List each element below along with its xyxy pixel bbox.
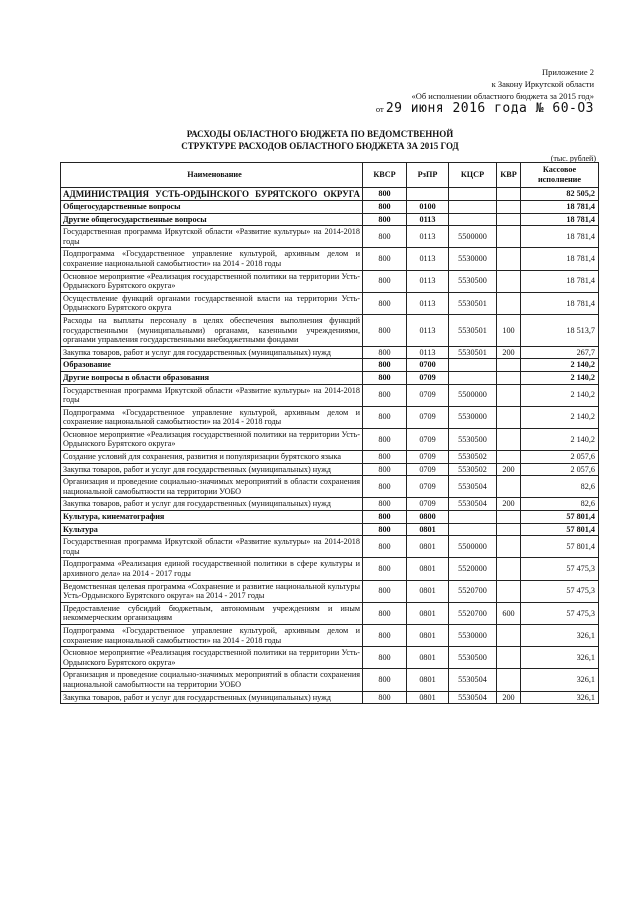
table-row bbox=[61, 647, 599, 669]
cell-rzpr: 0800 bbox=[407, 511, 449, 524]
cell-kcsr bbox=[449, 188, 497, 201]
table-row bbox=[61, 226, 599, 248]
cell-amount: 2 140,2 bbox=[521, 359, 599, 372]
table-row bbox=[61, 498, 599, 511]
table-row bbox=[61, 346, 599, 359]
cell-rzpr: 0709 bbox=[407, 451, 449, 464]
cell-kvsr: 800 bbox=[363, 624, 407, 646]
cell-kvr bbox=[497, 226, 521, 248]
annex-line-1: Приложение 2 bbox=[542, 67, 594, 77]
cell-kvr bbox=[497, 476, 521, 498]
cell-amount: 82,6 bbox=[521, 498, 599, 511]
cell-kvr bbox=[497, 201, 521, 214]
cell-kcsr: 5530501 bbox=[449, 314, 497, 346]
cell-kcsr: 5500000 bbox=[449, 384, 497, 406]
cell-kvsr: 800 bbox=[363, 346, 407, 359]
cell-kcsr: 5530000 bbox=[449, 406, 497, 428]
cell-amount: 326,1 bbox=[521, 624, 599, 646]
table-row bbox=[61, 359, 599, 372]
cell-kvr bbox=[497, 359, 521, 372]
annex-dateline bbox=[376, 103, 594, 115]
cell-name: Основное мероприятие «Реализация государственной политики на территории Усть-Ордынского Бурятского округа» bbox=[61, 428, 363, 450]
cell-kvr bbox=[497, 523, 521, 536]
header-name: Наименование bbox=[61, 163, 363, 188]
cell-name: Подпрограмма «Государственное управление культурой, архивным делом и сохранение национальной самобытности» на 2014 - 2018 годы bbox=[61, 248, 363, 270]
cell-kvsr: 800 bbox=[363, 498, 407, 511]
cell-amount: 18 781,4 bbox=[521, 201, 599, 214]
cell-name: Государственная программа Иркутской области «Развитие культуры» на 2014-2018 годы bbox=[61, 384, 363, 406]
table-row bbox=[61, 428, 599, 450]
cell-kvr bbox=[497, 406, 521, 428]
table-row bbox=[61, 691, 599, 704]
cell-kcsr bbox=[449, 511, 497, 524]
cell-amount: 326,1 bbox=[521, 691, 599, 704]
table-row bbox=[61, 371, 599, 384]
table-row bbox=[61, 511, 599, 524]
cell-name: АДМИНИСТРАЦИЯ УСТЬ-ОРДЫНСКОГО БУРЯТСКОГО ОКРУГА bbox=[61, 188, 363, 201]
cell-kcsr: 5530501 bbox=[449, 292, 497, 314]
cell-amount: 2 057,6 bbox=[521, 451, 599, 464]
cell-kvr: 600 bbox=[497, 602, 521, 624]
cell-kvsr: 800 bbox=[363, 359, 407, 372]
cell-rzpr: 0801 bbox=[407, 669, 449, 691]
cell-kvsr: 800 bbox=[363, 371, 407, 384]
header-rzpr: РзПР bbox=[407, 163, 449, 188]
cell-kvsr: 800 bbox=[363, 669, 407, 691]
cell-rzpr: 0113 bbox=[407, 292, 449, 314]
table-row bbox=[61, 624, 599, 646]
cell-kcsr: 5530500 bbox=[449, 647, 497, 669]
cell-kvr bbox=[497, 511, 521, 524]
cell-name: Подпрограмма «Государственное управление культурой, архивным делом и сохранение национальной самобытности» на 2014 - 2018 годы bbox=[61, 624, 363, 646]
cell-amount: 18 781,4 bbox=[521, 213, 599, 226]
cell-rzpr: 0801 bbox=[407, 558, 449, 580]
cell-amount: 57 475,3 bbox=[521, 602, 599, 624]
handwritten-date: 29 июня 2016 года № 60-ОЗ bbox=[385, 101, 594, 116]
cell-kcsr: 5530500 bbox=[449, 428, 497, 450]
cell-rzpr: 0801 bbox=[407, 602, 449, 624]
table-body bbox=[61, 188, 599, 704]
cell-rzpr: 0709 bbox=[407, 371, 449, 384]
cell-rzpr: 0709 bbox=[407, 476, 449, 498]
cell-rzpr: 0801 bbox=[407, 536, 449, 558]
cell-name: Ведомственная целевая программа «Сохранение и развитие национальной культуры Усть-Ордынского Бурятского округа» на 2014 - 2017 годы bbox=[61, 580, 363, 602]
annex-line-3: «Об исполнении областного бюджета за 2015 год» bbox=[411, 91, 594, 101]
cell-amount: 326,1 bbox=[521, 647, 599, 669]
cell-kcsr bbox=[449, 201, 497, 214]
cell-rzpr: 0801 bbox=[407, 647, 449, 669]
cell-name: Общегосударственные вопросы bbox=[61, 201, 363, 214]
cell-amount: 326,1 bbox=[521, 669, 599, 691]
cell-kcsr bbox=[449, 213, 497, 226]
header-amount: Кассовое исполнение bbox=[521, 163, 599, 188]
cell-amount: 18 781,4 bbox=[521, 226, 599, 248]
cell-kvr bbox=[497, 213, 521, 226]
cell-kvsr: 800 bbox=[363, 647, 407, 669]
cell-rzpr: 0801 bbox=[407, 624, 449, 646]
cell-kvr: 200 bbox=[497, 463, 521, 476]
cell-kcsr: 5500000 bbox=[449, 226, 497, 248]
cell-kcsr: 5500000 bbox=[449, 536, 497, 558]
cell-kvr bbox=[497, 248, 521, 270]
cell-rzpr: 0709 bbox=[407, 428, 449, 450]
cell-kvsr: 800 bbox=[363, 536, 407, 558]
cell-kvr bbox=[497, 624, 521, 646]
cell-rzpr: 0801 bbox=[407, 523, 449, 536]
cell-name: Основное мероприятие «Реализация государственной политики на территории Усть-Ордынского Бурятского округа» bbox=[61, 270, 363, 292]
table-row bbox=[61, 201, 599, 214]
date-prefix: от bbox=[375, 104, 384, 114]
cell-name: Организация и проведение социально-значимых мероприятий в области сохранения национальной самобытности на территории УОБО bbox=[61, 669, 363, 691]
cell-kcsr: 5530504 bbox=[449, 691, 497, 704]
cell-kvr bbox=[497, 428, 521, 450]
cell-name: Подпрограмма «Государственное управление культурой, архивным делом и сохранение национальной самобытности» на 2014 - 2018 годы bbox=[61, 406, 363, 428]
cell-name: Расходы на выплаты персоналу в целях обеспечения выполнения функций государственными (муниципальными) органами, казенными учреждениями, органами управления государственными внебюджетными фондами bbox=[61, 314, 363, 346]
cell-kvr bbox=[497, 292, 521, 314]
cell-name: Закупка товаров, работ и услуг для государственных (муниципальных) нужд bbox=[61, 691, 363, 704]
cell-kvr bbox=[497, 188, 521, 201]
cell-name: Основное мероприятие «Реализация государственной политики на территории Усть-Ордынского Бурятского округа» bbox=[61, 647, 363, 669]
table-row bbox=[61, 602, 599, 624]
table-row bbox=[61, 451, 599, 464]
cell-kvsr: 800 bbox=[363, 188, 407, 201]
cell-name: Подпрограмма «Реализация единой государственной политики в сфере культуры и архивного дела» на 2014 - 2017 годы bbox=[61, 558, 363, 580]
cell-kvsr: 800 bbox=[363, 213, 407, 226]
cell-kvsr: 800 bbox=[363, 248, 407, 270]
cell-rzpr: 0709 bbox=[407, 498, 449, 511]
table-row bbox=[61, 314, 599, 346]
cell-name: Культура bbox=[61, 523, 363, 536]
cell-rzpr: 0709 bbox=[407, 463, 449, 476]
cell-kcsr bbox=[449, 523, 497, 536]
cell-kcsr bbox=[449, 359, 497, 372]
cell-kvr bbox=[497, 647, 521, 669]
cell-kvsr: 800 bbox=[363, 314, 407, 346]
cell-kvsr: 800 bbox=[363, 226, 407, 248]
cell-kcsr: 5530502 bbox=[449, 451, 497, 464]
cell-amount: 57 801,4 bbox=[521, 523, 599, 536]
title-line-1: РАСХОДЫ ОБЛАСТНОГО БЮДЖЕТА ПО ВЕДОМСТВЕННОЙ bbox=[186, 129, 454, 139]
cell-name: Образование bbox=[61, 359, 363, 372]
cell-amount: 57 475,3 bbox=[521, 558, 599, 580]
table-row bbox=[61, 384, 599, 406]
table-row bbox=[61, 523, 599, 536]
cell-name: Закупка товаров, работ и услуг для государственных (муниципальных) нужд bbox=[61, 346, 363, 359]
cell-amount: 18 781,4 bbox=[521, 248, 599, 270]
cell-rzpr: 0709 bbox=[407, 384, 449, 406]
cell-kvsr: 800 bbox=[363, 463, 407, 476]
cell-amount: 2 140,2 bbox=[521, 384, 599, 406]
cell-kvsr: 800 bbox=[363, 201, 407, 214]
cell-name: Культура, кинематография bbox=[61, 511, 363, 524]
cell-amount: 18 781,4 bbox=[521, 270, 599, 292]
table-row bbox=[61, 536, 599, 558]
cell-kvsr: 800 bbox=[363, 451, 407, 464]
cell-kvr bbox=[497, 580, 521, 602]
cell-kvsr: 800 bbox=[363, 691, 407, 704]
cell-kcsr: 5530504 bbox=[449, 498, 497, 511]
cell-amount: 2 057,6 bbox=[521, 463, 599, 476]
cell-rzpr: 0801 bbox=[407, 580, 449, 602]
cell-kcsr: 5530000 bbox=[449, 248, 497, 270]
table-row bbox=[61, 669, 599, 691]
cell-kvsr: 800 bbox=[363, 580, 407, 602]
cell-amount: 18 513,7 bbox=[521, 314, 599, 346]
cell-rzpr: 0113 bbox=[407, 248, 449, 270]
cell-kcsr: 5530500 bbox=[449, 270, 497, 292]
table-row bbox=[61, 463, 599, 476]
table-row bbox=[61, 406, 599, 428]
header-kvsr: КВСР bbox=[363, 163, 407, 188]
cell-rzpr: 0709 bbox=[407, 406, 449, 428]
cell-name: Государственная программа Иркутской области «Развитие культуры» на 2014-2018 годы bbox=[61, 536, 363, 558]
cell-amount: 82,6 bbox=[521, 476, 599, 498]
cell-kvsr: 800 bbox=[363, 511, 407, 524]
cell-kcsr: 5530000 bbox=[449, 624, 497, 646]
cell-kvsr: 800 bbox=[363, 270, 407, 292]
table-row bbox=[61, 292, 599, 314]
cell-kvr: 200 bbox=[497, 498, 521, 511]
cell-rzpr: 0113 bbox=[407, 346, 449, 359]
cell-amount: 82 505,2 bbox=[521, 188, 599, 201]
cell-name: Осуществление функций органами государственной власти на территории Усть-Ордынского Бурятского округа bbox=[61, 292, 363, 314]
cell-amount: 57 801,4 bbox=[521, 536, 599, 558]
cell-kvr: 200 bbox=[497, 691, 521, 704]
cell-kvsr: 800 bbox=[363, 558, 407, 580]
cell-kvr bbox=[497, 384, 521, 406]
cell-name: Создание условий для сохранения, развития и популяризации бурятского языка bbox=[61, 451, 363, 464]
units-note: (тыс. рублей) bbox=[550, 154, 596, 163]
cell-kcsr: 5530504 bbox=[449, 476, 497, 498]
cell-amount: 2 140,2 bbox=[521, 428, 599, 450]
cell-name: Другие общегосударственные вопросы bbox=[61, 213, 363, 226]
cell-kvsr: 800 bbox=[363, 476, 407, 498]
cell-kcsr: 5530502 bbox=[449, 463, 497, 476]
cell-name: Государственная программа Иркутской области «Развитие культуры» на 2014-2018 годы bbox=[61, 226, 363, 248]
annex-header bbox=[376, 66, 594, 115]
table-row bbox=[61, 580, 599, 602]
cell-kvr bbox=[497, 536, 521, 558]
cell-name: Закупка товаров, работ и услуг для государственных (муниципальных) нужд bbox=[61, 498, 363, 511]
cell-kvr bbox=[497, 558, 521, 580]
cell-kvr bbox=[497, 371, 521, 384]
cell-kcsr: 5520000 bbox=[449, 558, 497, 580]
cell-kvr: 100 bbox=[497, 314, 521, 346]
cell-name: Предоставление субсидий бюджетным, автономным учреждениям и иным некоммерческим организациям bbox=[61, 602, 363, 624]
cell-kcsr bbox=[449, 371, 497, 384]
document-title bbox=[0, 128, 640, 152]
cell-amount: 267,7 bbox=[521, 346, 599, 359]
header-kvr: КВР bbox=[497, 163, 521, 188]
table-row bbox=[61, 476, 599, 498]
cell-name: Организация и проведение социально-значимых мероприятий в области сохранения национальной самобытности на территории УОБО bbox=[61, 476, 363, 498]
cell-kvsr: 800 bbox=[363, 602, 407, 624]
cell-kvr bbox=[497, 669, 521, 691]
cell-name: Другие вопросы в области образования bbox=[61, 371, 363, 384]
table-row bbox=[61, 270, 599, 292]
cell-kvr bbox=[497, 451, 521, 464]
cell-amount: 18 781,4 bbox=[521, 292, 599, 314]
cell-rzpr: 0100 bbox=[407, 201, 449, 214]
table-header-row bbox=[61, 163, 599, 188]
table-row bbox=[61, 213, 599, 226]
cell-kvsr: 800 bbox=[363, 523, 407, 536]
cell-name: Закупка товаров, работ и услуг для государственных (муниципальных) нужд bbox=[61, 463, 363, 476]
cell-kvsr: 800 bbox=[363, 384, 407, 406]
cell-amount: 57 475,3 bbox=[521, 580, 599, 602]
cell-amount: 2 140,2 bbox=[521, 371, 599, 384]
annex-line-2: к Закону Иркутской области bbox=[491, 79, 594, 89]
cell-rzpr: 0801 bbox=[407, 691, 449, 704]
cell-kvsr: 800 bbox=[363, 406, 407, 428]
cell-kvsr: 800 bbox=[363, 428, 407, 450]
cell-amount: 57 801,4 bbox=[521, 511, 599, 524]
table-row bbox=[61, 558, 599, 580]
cell-kcsr: 5520700 bbox=[449, 580, 497, 602]
title-line-2: СТРУКТУРЕ РАСХОДОВ ОБЛАСТНОГО БЮДЖЕТА ЗА 2015 ГОД bbox=[181, 141, 459, 151]
cell-rzpr: 0700 bbox=[407, 359, 449, 372]
budget-table bbox=[60, 162, 599, 704]
table-row bbox=[61, 248, 599, 270]
table-row bbox=[61, 188, 599, 201]
cell-kcsr: 5530501 bbox=[449, 346, 497, 359]
cell-kvsr: 800 bbox=[363, 292, 407, 314]
cell-kvr: 200 bbox=[497, 346, 521, 359]
cell-kvr bbox=[497, 270, 521, 292]
cell-kcsr: 5530504 bbox=[449, 669, 497, 691]
cell-amount: 2 140,2 bbox=[521, 406, 599, 428]
cell-kcsr: 5520700 bbox=[449, 602, 497, 624]
header-kcsr: КЦСР bbox=[449, 163, 497, 188]
cell-rzpr: 0113 bbox=[407, 314, 449, 346]
cell-rzpr: 0113 bbox=[407, 270, 449, 292]
cell-rzpr: 0113 bbox=[407, 226, 449, 248]
cell-rzpr bbox=[407, 188, 449, 201]
cell-rzpr: 0113 bbox=[407, 213, 449, 226]
